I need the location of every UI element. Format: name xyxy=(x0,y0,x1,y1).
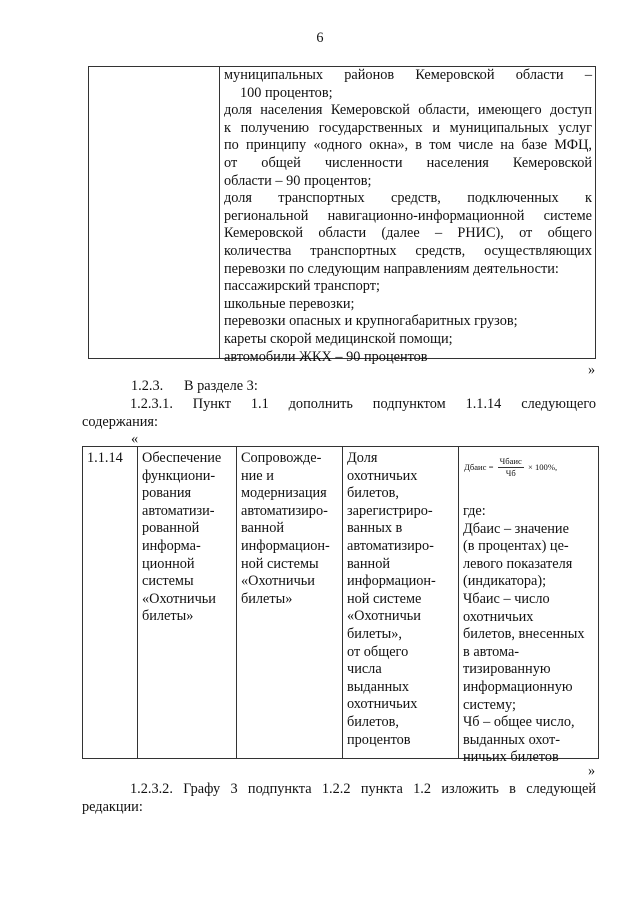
event-name-line: рованной xyxy=(142,520,200,537)
event-name-line: функциони- xyxy=(142,467,216,484)
continuation-table-line: муниципальных районов Кемеровской области – xyxy=(224,67,592,83)
formula-legend-line: билетов, внесенных xyxy=(463,626,585,643)
paragraph-1-2-3-1-line-1: 1.2.3.1. Пункт 1.1 дополнить подпунктом 1.1.14 следующего xyxy=(130,396,596,412)
indicator-table-divider-3 xyxy=(342,446,343,759)
indicator-name-line: зарегистриро- xyxy=(347,502,433,519)
formula-legend-line: Чб – общее число, xyxy=(463,714,575,731)
action-name-line: Сопровожде- xyxy=(241,450,322,466)
formula-legend-line: Чбаис – число xyxy=(463,590,550,607)
indicator-name-line: ванных в xyxy=(347,520,403,537)
event-name-line: информа- xyxy=(142,537,201,554)
action-name-line: билеты» xyxy=(241,590,293,607)
continuation-table-line: доля транспортных средств, подключенных к xyxy=(224,190,592,207)
formula-lhs: Дбаис = xyxy=(464,462,494,472)
formula-legend-line: (в процентах) це- xyxy=(463,538,569,555)
continuation-table-line: доля населения Кемеровской области, имеющего доступ xyxy=(224,102,592,119)
opening-quote: « xyxy=(131,431,139,447)
continuation-table-divider xyxy=(219,66,220,359)
indicator-number: 1.1.14 xyxy=(87,450,123,466)
section-title: В разделе 3: xyxy=(184,378,258,394)
formula-legend-line: левого показателя xyxy=(463,555,573,572)
indicator-name-line: от общего xyxy=(347,643,409,660)
indicator-name xyxy=(347,450,457,749)
formula-legend-line: (индикатора); xyxy=(463,573,547,590)
event-name-line: системы xyxy=(142,573,194,590)
indicator-table-divider-2 xyxy=(236,446,237,759)
indicator-name-line: «Охотничьи xyxy=(347,608,421,625)
formula-numerator: Чбаис xyxy=(499,456,522,466)
indicator-name-line: процентов xyxy=(347,731,411,748)
indicator-name-line: информацион- xyxy=(347,573,436,590)
continuation-table-line: автомобили ЖКХ – 90 процентов xyxy=(224,348,428,365)
page-number: 6 xyxy=(316,30,324,46)
action-name-line: ванной xyxy=(241,520,285,537)
indicator-name-line: выданных xyxy=(347,678,410,695)
continuation-table-cell xyxy=(224,67,592,366)
indicator-table-divider-4 xyxy=(458,446,459,759)
continuation-table-line: 100 процентов; xyxy=(240,84,333,101)
indicator-name-line: охотничьих xyxy=(347,467,418,484)
indicator-name-line: ванной xyxy=(347,555,391,572)
indicator-name-line: ной системе xyxy=(347,590,422,607)
closing-quote-2: » xyxy=(588,763,596,779)
continuation-table-line: пассажирский транспорт; xyxy=(224,278,380,295)
closing-quote-1: » xyxy=(588,362,596,378)
continuation-table-line: региональной навигационно-информационной системе xyxy=(224,207,592,224)
indicator-name-line: билетов, xyxy=(347,485,399,502)
continuation-table-line: кареты скорой медицинской помощи; xyxy=(224,330,453,347)
continuation-table-line: области – 90 процентов; xyxy=(224,172,372,189)
indicator-name-line: билеты», xyxy=(347,625,402,642)
indicator-name-line: автоматизиро- xyxy=(347,537,434,554)
formula-fraction xyxy=(498,456,524,479)
formula-rhs: × 100%, xyxy=(527,462,558,472)
formula-legend-line: где: xyxy=(463,503,486,519)
action-name-line: модернизация xyxy=(241,485,327,502)
action-name-line: информацион- xyxy=(241,537,330,554)
formula-legend-line: информационную xyxy=(463,678,573,695)
continuation-table-line: перевозки опасных и крупногабаритных грузов; xyxy=(224,313,518,330)
paragraph-1-2-3-2-line-2: редакции: xyxy=(82,798,143,815)
indicator-formula xyxy=(464,456,598,479)
paragraph-1-2-3-1-line-2: содержания: xyxy=(82,413,158,430)
paragraph-1-2-3-2-line-1: 1.2.3.2. Графу 3 подпункта 1.2.2 пункта 1.2 изложить в следующей xyxy=(130,781,596,797)
event-name-line: ционной xyxy=(142,555,195,572)
formula-legend-line: в автома- xyxy=(463,643,520,660)
formula-legend-line: выданных охот- xyxy=(463,731,560,748)
indicator-name-line: числа xyxy=(347,661,382,678)
continuation-table-line: к получению государственных и муниципальных услуг xyxy=(224,119,592,136)
indicator-name-line: охотничьих xyxy=(347,696,418,713)
formula-denominator: Чб xyxy=(505,468,516,478)
event-name-line: «Охотничьи xyxy=(142,590,216,607)
event-name-line: билеты» xyxy=(142,608,194,625)
formula-legend-line: систему; xyxy=(463,696,516,713)
indicator-event-name xyxy=(142,450,234,626)
formula-legend-line: тизированную xyxy=(463,661,551,678)
event-name-line: Обеспечение xyxy=(142,450,222,466)
formula-legend-line: ничьих билетов xyxy=(463,749,559,766)
continuation-table-line: перевозки по следующим направлениям деятельности: xyxy=(224,260,559,277)
action-name-line: ной системы xyxy=(241,555,319,572)
section-number: 1.2.3. xyxy=(131,378,164,394)
indicator-name-line: билетов, xyxy=(347,713,399,730)
continuation-table-line: количества транспортных средств, осуществляющих xyxy=(224,242,592,259)
event-name-line: рования xyxy=(142,485,192,502)
continuation-table-line: Кемеровской области (далее – РНИС), от общего xyxy=(224,225,592,242)
indicator-name-line: Доля xyxy=(347,450,378,466)
continuation-table-line: по принципу «одного окна», в том числе на базе МФЦ, xyxy=(224,137,592,154)
continuation-table-line: школьные перевозки; xyxy=(224,295,355,312)
formula-legend-line: охотничьих xyxy=(463,608,534,625)
action-name-line: «Охотничьи xyxy=(241,573,315,590)
continuation-table-line: от общей численности населения Кемеровской xyxy=(224,154,592,171)
event-name-line: автоматизи- xyxy=(142,502,215,519)
formula-legend-line: Дбаис – значение xyxy=(463,520,569,537)
indicator-formula-legend xyxy=(463,503,597,767)
paragraph-1-2-3-2 xyxy=(82,781,596,816)
action-name-line: автоматизиро- xyxy=(241,502,328,519)
indicator-table-divider-1 xyxy=(137,446,138,759)
indicator-action-name xyxy=(241,450,341,608)
action-name-line: ние и xyxy=(241,467,274,484)
paragraph-1-2-3-1 xyxy=(82,396,596,431)
